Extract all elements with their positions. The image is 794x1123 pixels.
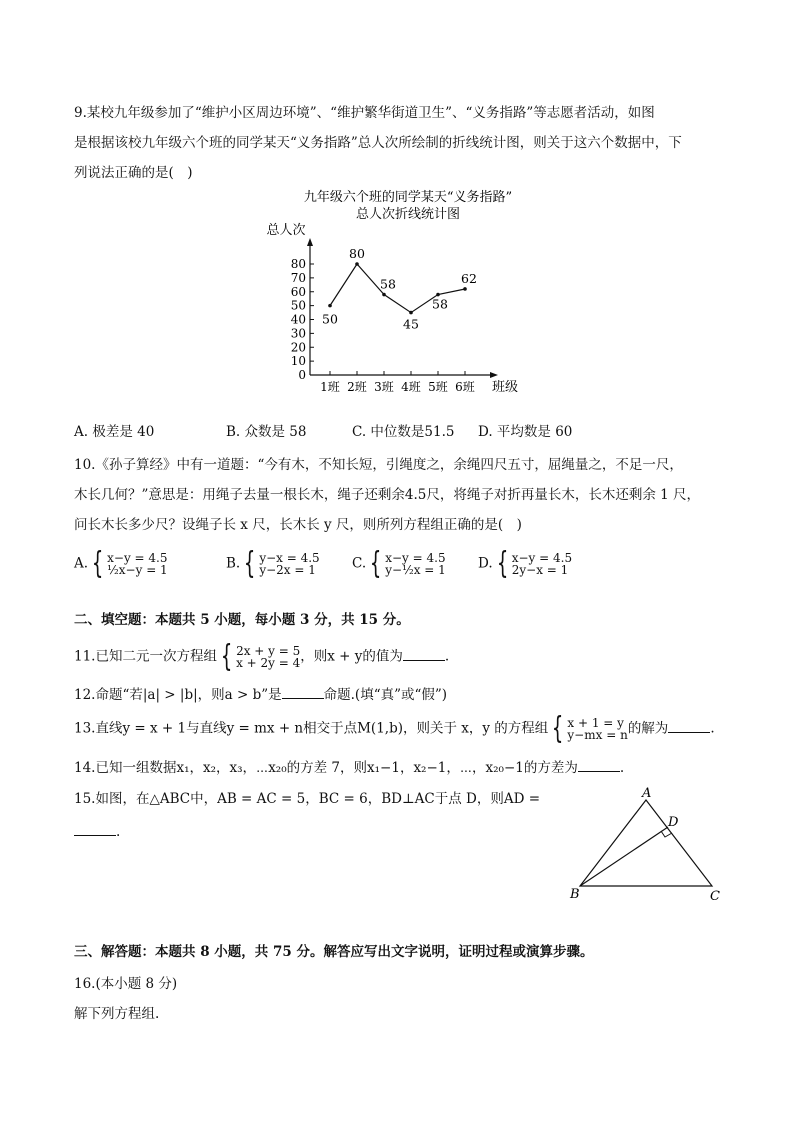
label-b: B: [570, 887, 580, 902]
data-label: 80: [349, 246, 365, 261]
q10-option-a-label: A.: [74, 555, 89, 572]
q14-answer-blank[interactable]: [578, 758, 620, 772]
q10-d-eq1: x−y = 4.5: [511, 551, 573, 565]
q11-post: ，则x + y的值为: [300, 648, 403, 665]
data-label: 62: [461, 270, 477, 286]
q13-post: 的解为: [627, 720, 669, 737]
y-tick-label: 40: [290, 312, 306, 327]
q15-answer: .: [74, 822, 120, 841]
data-label: 45: [403, 316, 419, 332]
x-tick-label: 2班: [347, 380, 367, 394]
chart-ylabel: 总人次: [266, 223, 306, 238]
chart-subtitle: 总人次折线统计图: [355, 207, 461, 222]
section-2-heading: 二、填空题：本题共 5 小题，每小题 3 分，共 15 分。: [74, 612, 410, 628]
data-point: [355, 262, 359, 266]
q15-text: 15.如图，在△ABC中，AB = AC = 5，BC = 6，BD⊥AC于点 D，则AD =: [74, 791, 541, 807]
q13-pre: 13.直线y = x + 1与直线y = mx + n相交于点M(1,b)，则关于 x，y 的方程组: [74, 720, 549, 737]
data-label: 58: [380, 276, 396, 292]
q10-line-3: 问长木长多少尺？设绳子长 x 尺，长木长 y 尺，则所列方程组正确的是( ): [74, 517, 522, 533]
q16-text: 解下列方程组.: [74, 1006, 160, 1022]
y-tick-label: 80: [290, 257, 306, 271]
q12-answer-blank[interactable]: [282, 685, 324, 699]
q13-eq2: y−mx = n: [567, 728, 628, 742]
q12: [74, 685, 447, 704]
x-tick-label: 4班: [401, 380, 421, 394]
q10-option-c: C. { x−y = 4.5 y−½x = 1: [352, 546, 446, 581]
x-axis-arrow: [490, 372, 498, 378]
data-label: 58: [432, 296, 448, 312]
q12-pre: 12.命题“若|a| > |b|，则a > b”是: [74, 687, 282, 703]
q11-eq1: 2x + y = 5: [236, 644, 301, 658]
label-a: A: [642, 786, 652, 801]
data-label: 50: [322, 311, 338, 327]
q11-answer-blank[interactable]: [403, 647, 445, 661]
q9-line-chart: [250, 186, 550, 404]
x-tick-label: 1班: [320, 380, 340, 394]
q14: 14.已知一组数据x₁，x₂，x₃，⋯x₂₀的方差 7，则x₁−1，x₂−1，⋯，x₂₀−1的方差为 .: [74, 760, 625, 776]
q11: 11.已知二元一次方程组 { 2x + y = 5 x + 2y = 4 ，则x + y的值为 .: [74, 639, 450, 674]
q10-a-eq1: x−y = 4.5: [107, 551, 168, 565]
label-d: D: [668, 815, 679, 830]
q10-a-eq2: ½x−y = 1: [107, 563, 168, 577]
chart-title: 九年级六个班的同学某天“义务指路”: [303, 190, 513, 205]
q10-line-1: 10.《孙子算经》中有一道题：“今有木，不知长短，引绳度之，余绳四尺五寸，屈绳量之，不足一尺，: [74, 457, 683, 473]
q9-option-d: D. 平均数是 60: [478, 424, 573, 440]
y-tick-label: 20: [290, 340, 306, 355]
q9-line-1: 9.某校九年级参加了“维护小区周边环境”、“维护繁华街道卫生”、“义务指路”等志愿者活动，如图: [74, 105, 655, 121]
y-tick-label: 50: [290, 298, 306, 313]
q14-pre: 14.已知一组数据x₁，x₂，x₃，⋯x₂₀的方差 7，则x₁−1，x₂−1，⋯，x₂₀−1的方差为: [74, 760, 578, 776]
q9-line-2: 是根据该校九年级六个班的同学某天“义务指路”总人次所绘制的折线统计图，则关于这六个数据中，下: [74, 135, 682, 151]
chart-axes: [307, 238, 498, 378]
chart-xlabel: 班级: [491, 380, 519, 395]
y-tick-label: 10: [290, 354, 306, 369]
q9-option-c: C. 中位数是51.5: [352, 424, 455, 440]
q9-option-a: A. 极差是 40: [74, 424, 155, 440]
q15-answer-blank[interactable]: [74, 822, 116, 836]
data-point: [382, 293, 386, 297]
section-3-heading: 三、解答题：本题共 8 小题，共 75 分。解答应写出文字说明，证明过程或演算步骤。: [74, 944, 594, 960]
q10-option-a: A. { x−y = 4.5 ½x−y = 1: [74, 546, 168, 581]
q10-c-eq1: x−y = 4.5: [385, 551, 446, 565]
q12-post: 命题.(填“真”或“假”): [323, 687, 448, 703]
data-point: [463, 287, 467, 291]
x-tick-label: 6班: [455, 380, 475, 394]
x-tick-label: 5班: [428, 380, 448, 394]
q10-d-eq2: 2y−x = 1: [511, 563, 569, 577]
chart-series: [322, 246, 477, 332]
q11-pre: 11.已知二元一次方程组: [74, 648, 217, 665]
q10-line-2: 木长几何？”意思是：用绳子去量一根长木，绳子还剩余4.5尺，将绳子对折再量长木，长木还剩余 1 尺，: [74, 487, 701, 503]
data-point: [409, 311, 413, 315]
q10-b-eq1: y−x = 4.5: [259, 551, 320, 565]
q13-answer-blank[interactable]: [668, 719, 710, 733]
q10-c-eq2: y−½x = 1: [385, 563, 446, 577]
q10-option-b-label: B.: [226, 555, 241, 572]
q10-b-eq2: y−2x = 1: [259, 563, 316, 577]
x-tick-label: 3班: [374, 380, 394, 394]
y-tick-label: 60: [290, 284, 306, 299]
q16-title: 16.(本小题 8 分): [74, 976, 178, 992]
q13-eq1: x + 1 = y: [567, 716, 624, 730]
q9-option-b: B. 众数是 58: [226, 424, 307, 440]
q9-line-3: 列说法正确的是( ): [74, 165, 193, 181]
q10-option-d: D. { x−y = 4.5 2y−x = 1: [478, 546, 573, 581]
q13: 13.直线y = x + 1与直线y = mx + n相交于点M(1,b)，则关于 x，y 的方程组 { x + 1 = y y−mx = n 的解为 .: [74, 711, 715, 746]
q15-triangle-figure: [564, 784, 734, 906]
segment-bd: [580, 827, 668, 886]
label-c: C: [710, 889, 720, 904]
q10-option-d-label: D.: [478, 555, 493, 572]
y-tick-label: 70: [290, 270, 306, 285]
y-axis-arrow: [307, 238, 313, 246]
q10-option-c-label: C.: [352, 555, 367, 572]
q10-option-b: B. { y−x = 4.5 y−2x = 1: [226, 546, 320, 581]
y-tick-label: 0: [298, 368, 306, 382]
data-point: [328, 304, 332, 308]
y-tick-label: 30: [290, 326, 306, 341]
q11-eq2: x + 2y = 4: [236, 656, 301, 670]
